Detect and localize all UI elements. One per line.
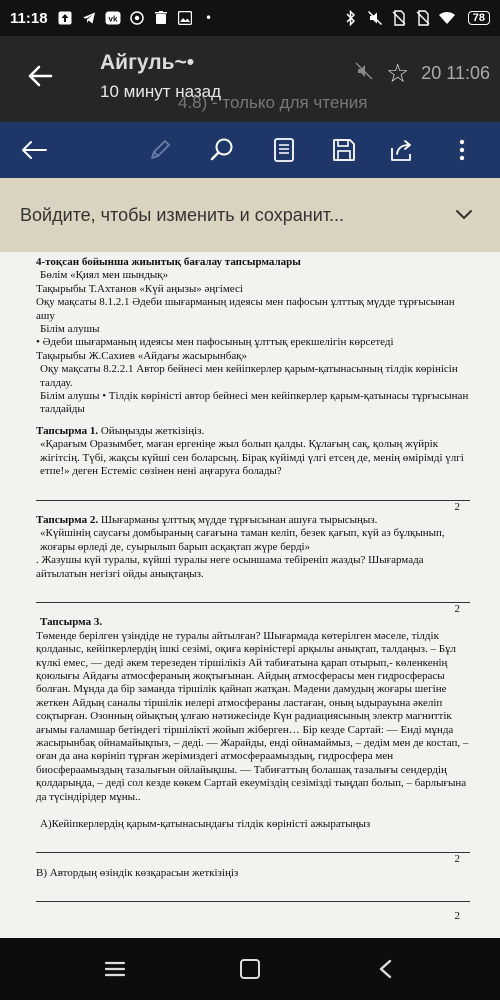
back-arrow-icon[interactable] (18, 134, 50, 166)
pencil-icon[interactable] (144, 134, 176, 166)
telegram-icon (80, 9, 98, 27)
task-3-a-score: 2 (454, 853, 460, 866)
menu-icon[interactable] (100, 954, 130, 984)
star-icon[interactable]: ☆ (385, 58, 410, 88)
delete-icon (152, 9, 170, 27)
task-2-question: . Жазушы күй туралы, күйші туралы неге осыншама тебіреніп жазды? Шығармада айтылатын негізгі ойды анықтаңыз. (36, 554, 424, 580)
reading-view-icon[interactable] (268, 134, 300, 166)
share-icon[interactable] (386, 134, 418, 166)
task-1-quote: «Қарағым Оразымбет, маған ергеніңе жыл болып қалды. Құлағың сақ, қолың жүйрік жігітсің. Түбі, жақсы күйші сен боларсың. Бірақ күйімді үлгі етсең де, менің өмірімді үлгі етпе!» деген Естеміс сөзінен нені аңғаруға болады? (40, 438, 464, 478)
svg-text:vk: vk (108, 14, 117, 24)
document-page[interactable] (0, 252, 500, 938)
home-square-icon[interactable] (235, 954, 265, 984)
topic-1: Тақырыбы Т.Ахтанов «Күй аңызы» әңгімесі (36, 282, 243, 295)
document-toolbar (0, 122, 500, 178)
mute-ghost-icon (354, 61, 374, 86)
criterion-1: • Әдеби шығарманың идеясы мен пафосының ұлттық ерекшелігін көрсетеді (36, 336, 394, 349)
answer-line (36, 589, 470, 603)
task-3-title: Тапсырма 3. (40, 616, 103, 629)
wifi-icon (438, 9, 456, 27)
objective-2: Оқу мақсаты 8.2.2.1 Автор бейнесі мен кейіпкерлер қарым-қатынасының тілдік көрінісін талдау. (40, 363, 458, 389)
task-2-title: Тапсырма 2. (36, 513, 99, 526)
answer-line (36, 487, 470, 501)
mute-icon (366, 9, 384, 27)
bluetooth-icon (342, 9, 360, 27)
no-sim-icon (390, 9, 408, 27)
objective-1: Оқу мақсаты 8.1.2.1 Әдеби шығарманың идеясы мен пафосын ұлттық мүдде тұрғысынан ашу (36, 296, 455, 322)
save-icon[interactable] (328, 134, 360, 166)
gallery-icon (176, 9, 194, 27)
chat-header (0, 36, 500, 122)
sign-in-to-edit-banner[interactable] (0, 178, 500, 252)
system-nav-bar (0, 938, 500, 1000)
chevron-down-icon[interactable] (454, 204, 474, 224)
dot-icon: • (205, 11, 213, 25)
read-only-ghost-text: 4.8) - только для чтения (178, 93, 368, 112)
learner-label-1: Білім алушы (40, 323, 100, 336)
document-heading: 4-тоқсан бойынша жиынтық бағалау тапсырмалары (36, 256, 301, 268)
task-3-b-score: 2 (454, 910, 460, 923)
task-2-prompt: Шығарманы ұлттық мүдде тұрғысынан ашуға тырысыңыз. (100, 513, 378, 526)
task-3-body: Төменде берілген үзіндіде не туралы айтылған? Шығармада көтерілген мәселе, тілдік қолданыс, кейіпкерлердің ішкі сезімі, оқиға көріністері арқылы анықтап, талдаңыз. – Бұл күлкі емес, — деді әкем терезеден тіршілікіз Ай табиғатына қарап отырып,- көленкенің қоюлығы Айдағы атмосфераның жоқтығынан. Айдың атмосферасы мен гидросферасы болған. Мұнда да бір заманда тіршілік қайнап жатқан. Мәдени дамудың жоғары шегіне жеткен Айдың саналы тіршілік иелері атмосфераны ластаған, оның ыдырауына әкеліп соқтырған. Озонның ойықтың ұлғаю нәтижесінде Күн радиациясының электр магниттік ағымы ғаламшар бетіндегі тіршілікті жойып жіберген… Бір кезде Сартай: — Енді мұнда жасырынбақ ойнамайықпыз, – деді. — Жарайды, енді ойнамаймыз, – дедім мен де костап, – оған да ана көрініп тұрған жерімиздегі атмосфераамыздың, гидросфера мен биосфераамыздың тазалығын ойлайықшы. — Табиғаттың болашақ тазалығы сендердің қолдарыңда, – деді сол кезде көкем Сартай екеуміздің сезімізді тыңдап болып, – барлығына да түсіндірідер мұны.. (36, 629, 469, 803)
task-2-score: 2 (454, 602, 460, 615)
chat-back-icon[interactable] (20, 56, 60, 96)
status-time: 11:18 (10, 9, 48, 27)
last-seen: 10 минут назад (100, 82, 222, 101)
task-1-title: Тапсырма 1. (36, 424, 99, 437)
chat-header-actions (354, 58, 490, 89)
criterion-2: Білім алушы • Тілдік көріністі автор бейнесі мен кейіпкерлер қарым-қатынасы тұрғысынан талдайды (40, 390, 469, 416)
task-1-score: 2 (454, 500, 460, 513)
vk-icon (104, 9, 122, 27)
task-2-quote: «Күйшінің саусағы домбыраның сағағына таман келіп, безек қағып, күй аз бұлқынып, жоғары өрледі де, суырылып барып асқақтап жүре берді» (40, 527, 445, 553)
task-3-part-b: В) Автордың өзіндік көзқарасын жеткізіңіз (36, 866, 239, 879)
back-nav-icon[interactable] (370, 954, 400, 984)
topic-2: Тақырыбы Ж.Сахиев «Айдағы жасырынбақ» (36, 349, 248, 362)
status-bar (0, 0, 500, 36)
no-sim-icon-2 (414, 9, 432, 27)
upload-icon (56, 9, 74, 27)
battery-level: 78 (468, 11, 490, 25)
task-2 (36, 514, 470, 527)
section-label: Бөлім «Қиял мен шындық» (40, 269, 169, 282)
more-icon[interactable] (446, 134, 478, 166)
ghost-time: 20 11:06 (421, 63, 490, 83)
task-3-part-a: А)Кейіпкерлердің қарым-қатынасындағы тілдік көріністі ажыратыңыз (40, 818, 371, 831)
whatsapp-icon (128, 9, 146, 27)
contact-name[interactable]: Айгуль~• (100, 51, 195, 74)
edit-banner-text: Войдите, чтобы изменить и сохранит... (20, 204, 345, 225)
search-icon[interactable] (206, 134, 238, 166)
task-1-prompt: Ойыңызды жеткізіңіз. (100, 424, 205, 437)
answer-line (36, 839, 470, 853)
answer-line (36, 888, 470, 902)
task-1 (36, 425, 470, 438)
